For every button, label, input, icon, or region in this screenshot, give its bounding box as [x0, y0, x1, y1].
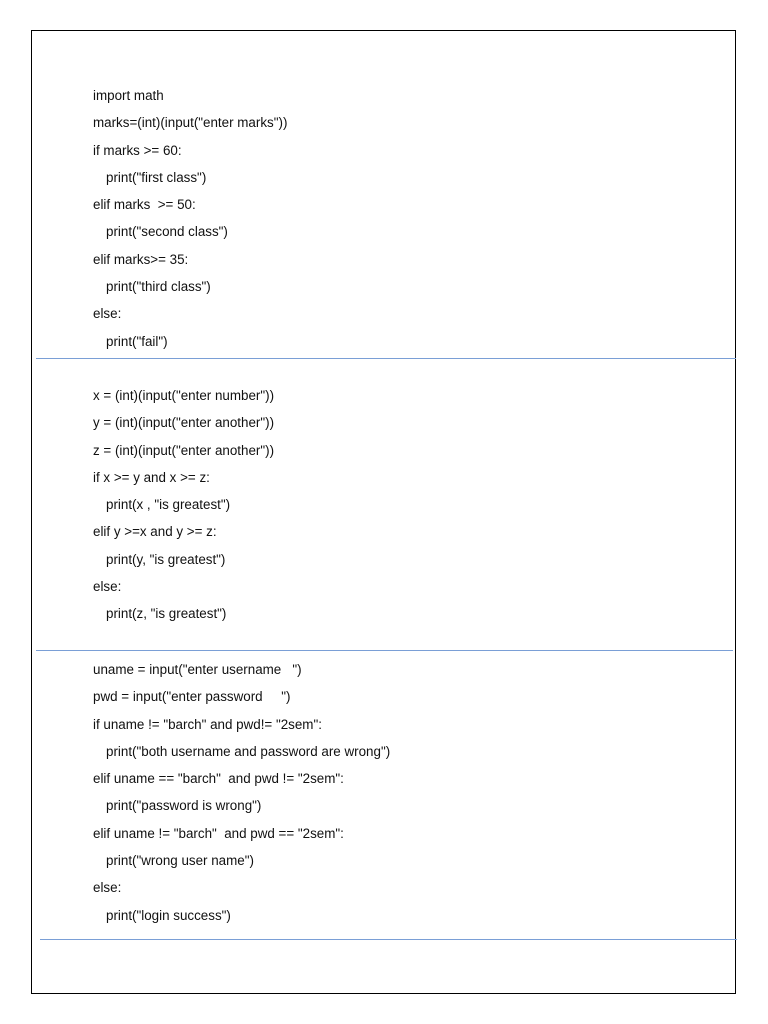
code-line: print(y, "is greatest") — [106, 551, 226, 567]
code-line: elif uname == "barch" and pwd != "2sem": — [93, 771, 344, 787]
code-line: if uname != "barch" and pwd!= "2sem": — [93, 716, 322, 732]
code-line: print("third class") — [106, 279, 211, 295]
code-block-grades — [93, 88, 713, 361]
code-line: print(z, "is greatest") — [106, 606, 227, 622]
code-line: print("password is wrong") — [106, 798, 262, 814]
code-line: y = (int)(input("enter another")) — [93, 415, 275, 431]
code-line: elif uname != "barch" and pwd == "2sem": — [93, 825, 344, 841]
code-line: print("wrong user name") — [106, 853, 254, 869]
code-line: print("both username and password are wrong") — [106, 743, 391, 759]
code-block-greatest — [93, 388, 713, 634]
code-line: else: — [93, 579, 122, 595]
code-block-login — [93, 662, 713, 935]
section-divider — [36, 650, 733, 651]
code-line: else: — [93, 880, 122, 896]
code-line: print("login success") — [106, 907, 231, 923]
code-line: if marks >= 60: — [93, 142, 182, 158]
code-line: print("first class") — [106, 169, 207, 185]
code-line: else: — [93, 306, 122, 322]
section-divider — [36, 358, 736, 359]
code-line: elif marks>= 35: — [93, 251, 189, 267]
code-line: print(x , "is greatest") — [106, 497, 231, 513]
document-page — [31, 30, 736, 994]
section-divider — [40, 939, 737, 940]
code-line: pwd = input("enter password ") — [93, 689, 291, 705]
code-line: elif marks >= 50: — [93, 197, 196, 213]
code-line: z = (int)(input("enter another")) — [93, 442, 275, 458]
code-line: uname = input("enter username ") — [93, 662, 302, 677]
code-line: x = (int)(input("enter number")) — [93, 388, 275, 403]
code-line: marks=(int)(input("enter marks")) — [93, 115, 288, 131]
code-line: import math — [93, 88, 164, 103]
code-line: elif y >=x and y >= z: — [93, 524, 217, 540]
code-line: print("second class") — [106, 224, 228, 240]
code-line: print("fail") — [106, 333, 168, 349]
code-line: if x >= y and x >= z: — [93, 469, 210, 485]
